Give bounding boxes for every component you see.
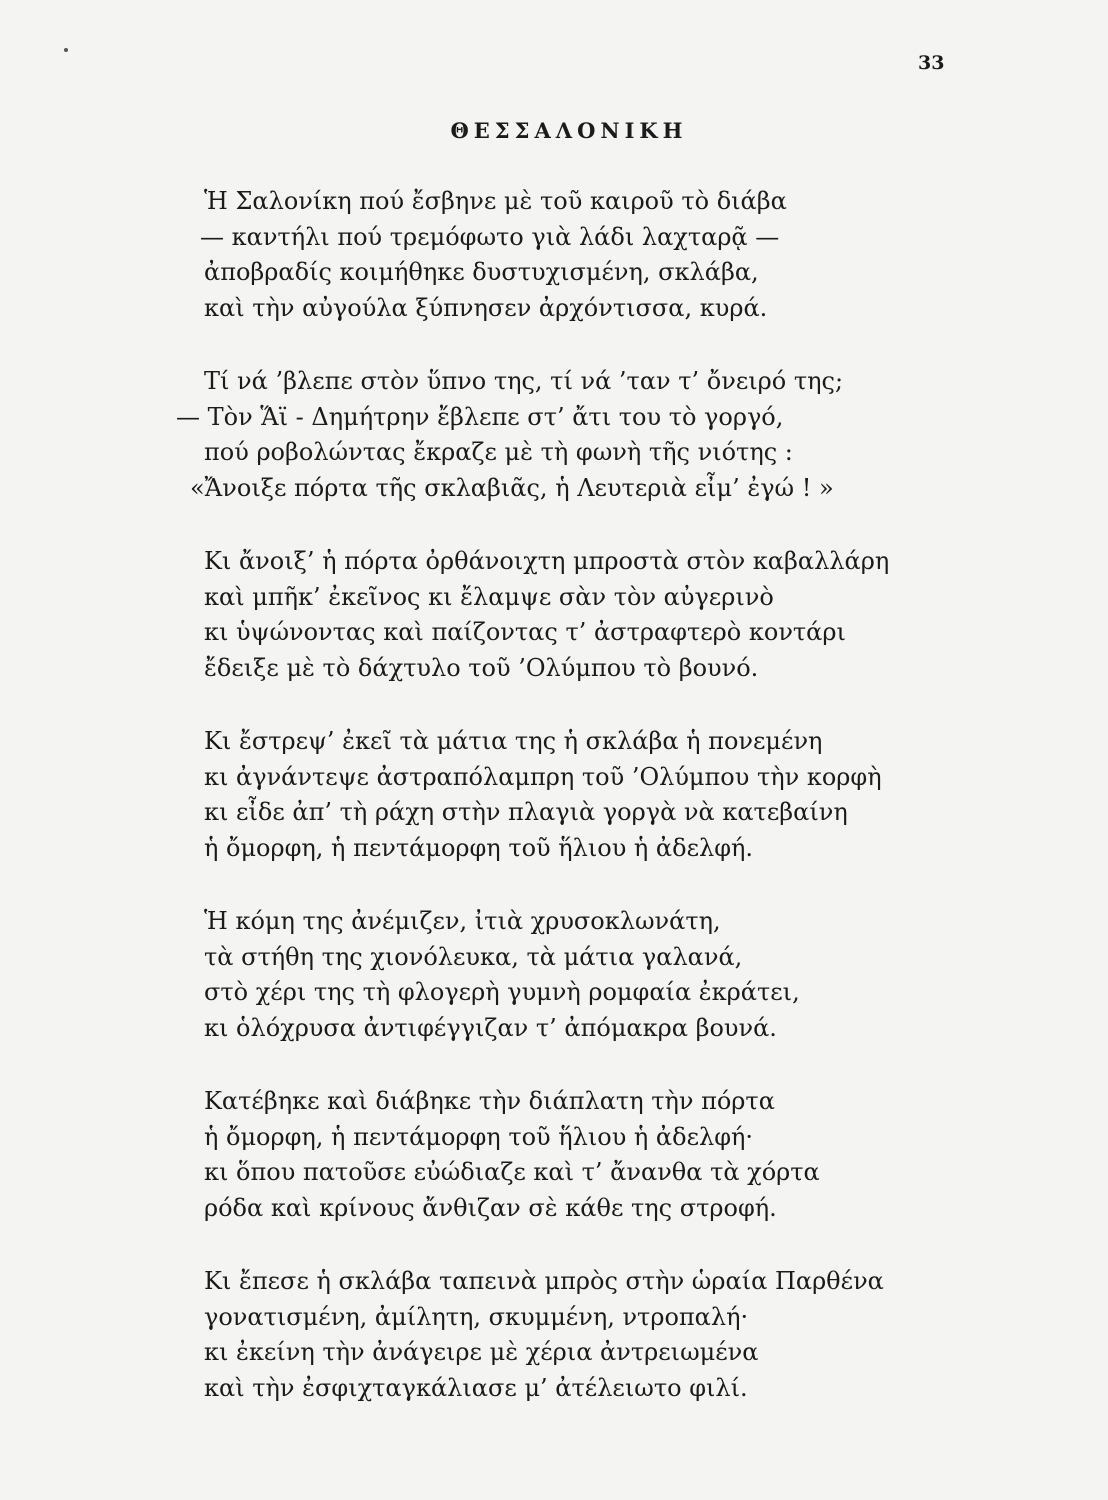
poem-line: καὶ τὴν ἐσφιχταγκάλιασε μ’ ἀτέλειωτο φιλί.	[204, 1373, 748, 1402]
stanza-1	[0, 184, 1108, 326]
poem-line: — καντήλι πού τρεμόφωτο γιὰ λάδι λαχταρᾷ —	[200, 222, 780, 251]
poem-line: ἀποβραδίς κοιμήθηκε δυστυχισμένη, σκλάβα,	[204, 258, 759, 286]
poem-line: πού ροβολώντας ἔκραζε μὲ τὴ φωνὴ τῆς νιότης :	[204, 438, 793, 466]
stanza-4	[0, 724, 1108, 866]
poem-line: Κι ἔστρεψ’ ἐκεῖ τὰ μάτια της ἡ σκλάβα ἡ πονεμένη	[204, 727, 823, 755]
page-number: 33	[918, 52, 945, 74]
stanza-6	[0, 1084, 1108, 1226]
poem-line: — Τὸν Ἅϊ - Δημήτρην ἔβλεπε στ’ ἄτι του τὸ γοργό,	[176, 402, 784, 431]
poem-line: κι ὑψώνοντας καὶ παίζοντας τ’ ἀστραφτερὸ κοντάρι	[204, 618, 846, 646]
poem-line: κι ὅπου πατοῦσε εὐώδιαζε καὶ τ’ ἄνανθα τὰ χόρτα	[204, 1158, 820, 1186]
poem-line: στὸ χέρι της τὴ φλογερὴ γυμνὴ ρομφαία ἐκράτει,	[204, 978, 800, 1006]
poem-line: Κι ἄνοιξ’ ἡ πόρτα ὀρθάνοιχτη μπροστὰ στὸν καβαλλάρη	[204, 547, 890, 575]
speck-mark	[64, 48, 68, 52]
poem-line: Κατέβηκε καὶ διάβηκε τὴν διάπλατη τὴν πόρτα	[204, 1087, 775, 1115]
poem-title: ΘΕΣΣΑΛΟΝΙΚΗ	[450, 118, 688, 143]
poem-line: κι εἶδε ἀπ’ τὴ ράχη στὴν πλαγιὰ γοργὰ νὰ κατεβαίνη	[204, 798, 848, 826]
stanza-3	[0, 544, 1108, 686]
poem-line: Ἡ Σαλονίκη πού ἔσβηνε μὲ τοῦ καιροῦ τὸ διάβα	[204, 187, 787, 215]
poem-line: κι ὁλόχρυσα ἀντιφέγγιζαν τ’ ἀπόμακρα βουνά.	[204, 1013, 777, 1042]
poem-line: καὶ τὴν αὐγούλα ξύπνησεν ἀρχόντισσα, κυρά.	[204, 293, 768, 322]
poem-line: «Ἄνοιξε πόρτα τῆς σκλαβιᾶς, ἡ Λευτεριὰ εἶμ’ ἐγώ ! »	[190, 473, 834, 502]
stanza-7	[0, 1264, 1108, 1406]
stanza-5	[0, 904, 1108, 1046]
poem-line: ἔδειξε μὲ τὸ δάχτυλο τοῦ ’Ολύμπου τὸ βουνό.	[204, 653, 759, 682]
poem-body	[0, 184, 1108, 1444]
poem-line: Ἡ κόμη της ἀνέμιζεν, ἰτιὰ χρυσοκλωνάτη,	[204, 907, 721, 935]
poem-line: κι ἐκείνη τὴν ἀνάγειρε μὲ χέρια ἀντρειωμένα	[204, 1338, 759, 1366]
poem-line: καὶ μπῆκ’ ἐκεῖνος κι ἔλαμψε σὰν τὸν αὐγερινὸ	[204, 582, 774, 611]
poem-line: ρόδα καὶ κρίνους ἄνθιζαν σὲ κάθε της στροφή.	[204, 1193, 777, 1222]
poem-line: κι ἀγνάντεψε ἀστραπόλαμπρη τοῦ ’Ολύμπου τὴν κορφὴ	[204, 762, 882, 791]
stanza-2	[0, 364, 1108, 506]
poem-line: ἡ ὄμορφη, ἡ πεντάμορφη τοῦ ἥλιου ἡ ἀδελφή·	[204, 1122, 754, 1151]
poem-line: γονατισμένη, ἀμίλητη, σκυμμένη, ντροπαλή·	[204, 1302, 749, 1331]
poem-line: ἡ ὄμορφη, ἡ πεντάμορφη τοῦ ἥλιου ἡ ἀδελφή.	[204, 833, 754, 862]
poem-line: Κι ἔπεσε ἡ σκλάβα ταπεινὰ μπρὸς στὴν ὡραία Παρθένα	[204, 1267, 884, 1295]
poem-line: τὰ στήθη της χιονόλευκα, τὰ μάτια γαλανά,	[204, 942, 743, 971]
poem-line: Τί νά ’βλεπε στὸν ὕπνο της, τί νά ’ταν τ’ ὄνειρό της;	[204, 367, 844, 395]
